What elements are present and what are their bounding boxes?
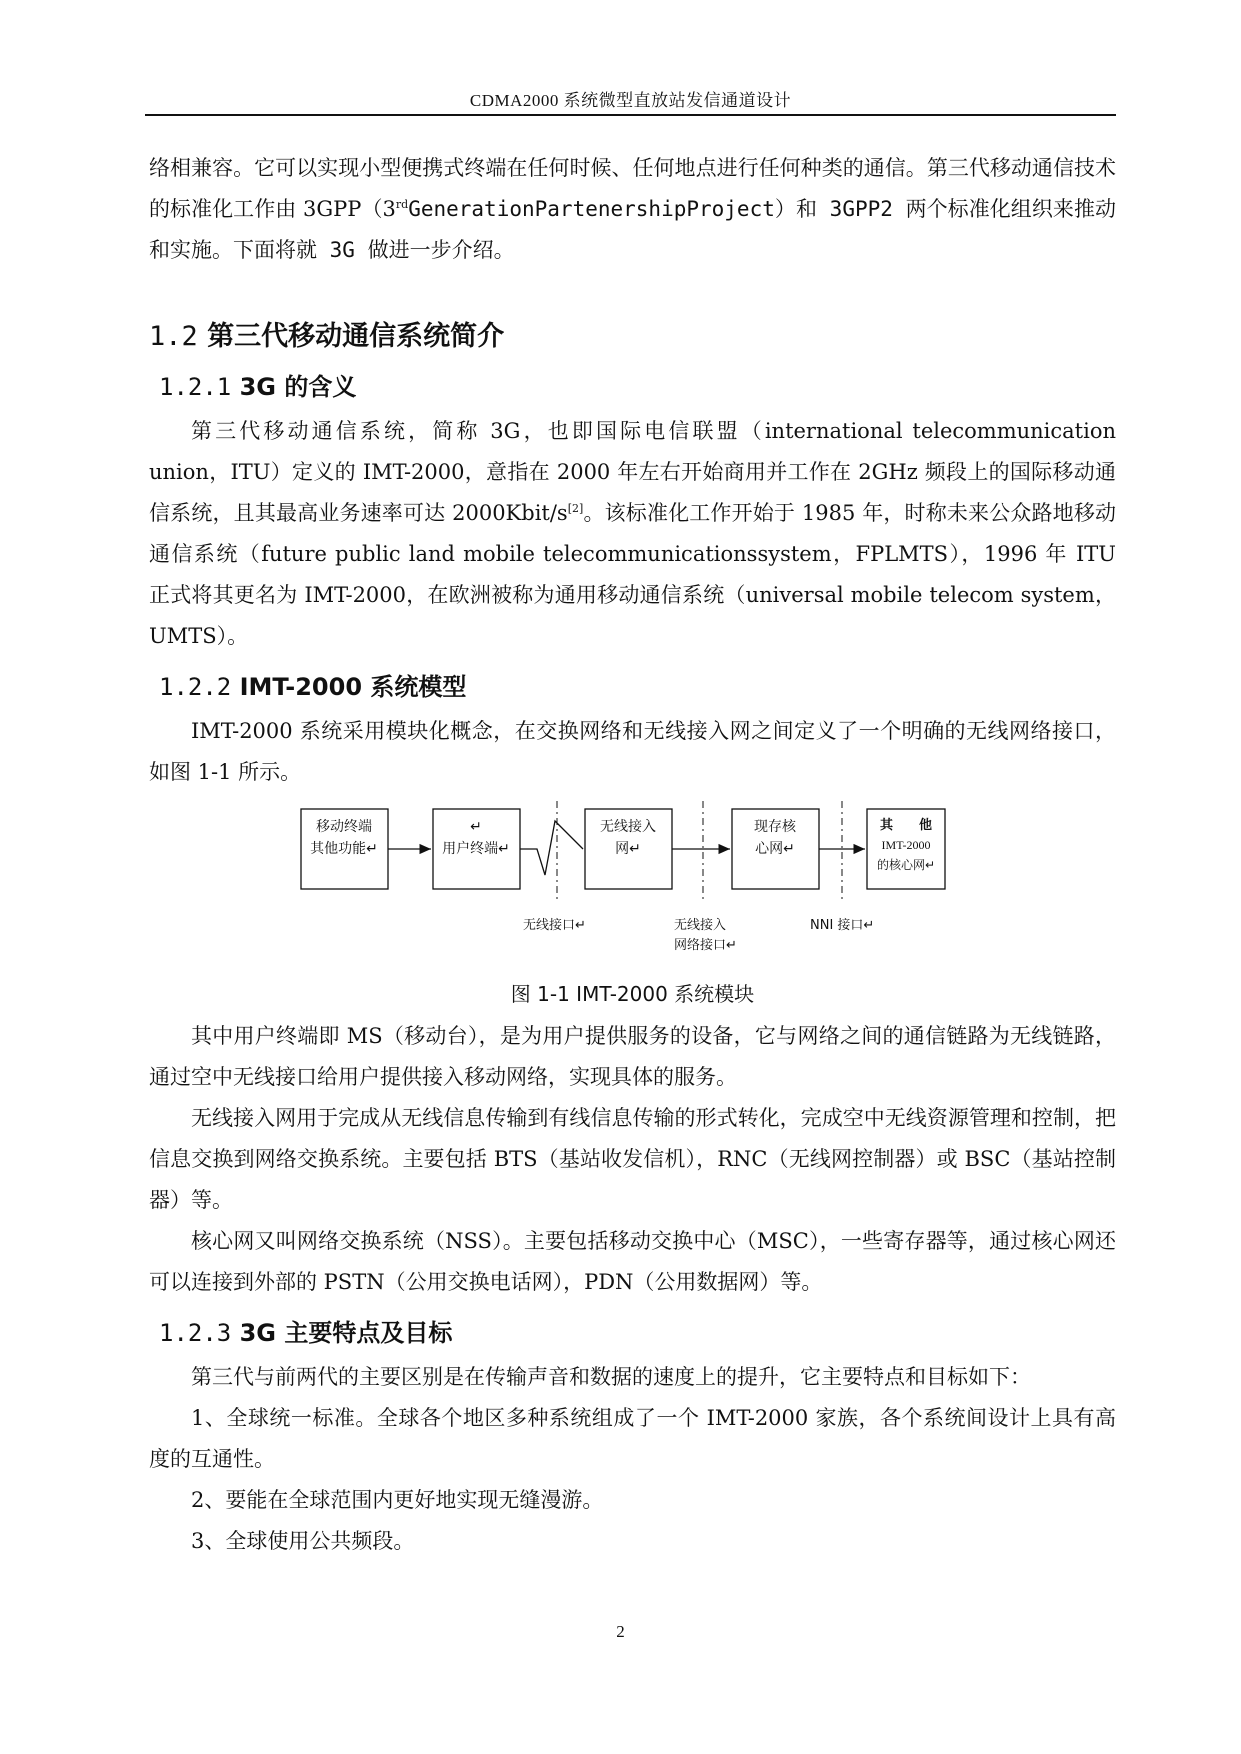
paragraph-radio-access: 无线接入网用于完成从无线信息传输到有线信息传输的形式转化，完成空中无线资源管理和控制，把信息交换到网络交换系统。主要包括 BTS（基站收发信机），RNC（无线网控制器）或 BSC（基站控制器）等。	[149, 1106, 1116, 1212]
interface-label: 网络接口↵	[674, 938, 737, 953]
figure-imt2000-modules	[149, 801, 1116, 976]
list-item: 1、全球统一标准。全球各个地区多种系统组成了一个 IMT-2000 家族，各个系统间设计上具有高度的互通性。	[149, 1406, 1116, 1471]
list-item: 3、全球使用公共频段。	[191, 1529, 415, 1553]
box-label: 无线接入	[600, 819, 656, 835]
box-label: 其 他	[879, 818, 933, 833]
intro-paragraph: 络相兼容。它可以实现小型便携式终端在任何时候、任何地点进行任何种类的通信。第三代移动通信技术的标准化工作由 3GPP（3rdGenerationPartenershipProject）和 3GPP2 两个标准化组织来推动和实施。下面将就 3G 做进一步介绍。	[149, 156, 1116, 262]
section-heading-1-2-3: 1.2.3 3G 主要特点及目标	[159, 1319, 453, 1347]
list-item: 2、要能在全球范围内更好地实现无缝漫游。	[191, 1488, 604, 1512]
page-content	[149, 148, 1116, 1562]
interface-label: 无线接入	[674, 918, 727, 933]
box-label: 网↵	[615, 841, 641, 857]
section-heading-1-2: 1.2 第三代移动通信系统简介	[149, 321, 505, 352]
box-label: 用户终端↵	[442, 841, 510, 857]
paragraph-user-terminal: 其中用户终端即 MS（移动台），是为用户提供服务的设备，它与网络之间的通信链路为无线链路，通过空中无线接口给用户提供接入移动网络，实现具体的服务。	[149, 1024, 1116, 1089]
interface-label: NNI 接口↵	[810, 918, 875, 933]
box-label: 现存核	[754, 819, 796, 835]
header-rule	[145, 114, 1116, 116]
paragraph-core-network: 核心网又叫网络交换系统（NSS）。主要包括移动交换中心（MSC），一些寄存器等，通过核心网还可以连接到外部的 PSTN（公用交换电话网），PDN（公用数据网）等。	[149, 1229, 1116, 1294]
citation: [2]	[567, 502, 584, 515]
section-heading-1-2-2: 1.2.2 IMT-2000 系统模型	[159, 673, 467, 701]
paragraph-3g-meaning: 第三代移动通信系统，简称 3G，也即国际电信联盟（international telecommunication union，ITU）定义的 IMT-2000，意指在 2000 年左右开始商用并工作在 2GHz 频段上的国际移动通信系统，且其最高业务速率可达 2000Kbit/s[2]。该标准化工作开始于 1985 年，时称未来公众路地移动通信系统（future public land mobile telecommunicationssystem，FPLMTS），1996 年 ITU 正式将其更名为 IMT-2000，在欧洲被称为通用移动通信系统（universal mobile telecom system，UMTS）。	[149, 419, 1116, 648]
superscript: rd	[395, 198, 409, 211]
page-number: 2	[616, 1622, 625, 1641]
box-label: 移动终端	[316, 819, 372, 835]
radio-link-zigzag	[520, 821, 583, 875]
box-label: ↵	[470, 819, 482, 835]
box-label: 其他功能↵	[310, 841, 378, 857]
block-diagram	[149, 801, 1116, 976]
paragraph-imt-model: IMT-2000 系统采用模块化概念，在交换网络和无线接入网之间定义了一个明确的无线网络接口，如图 1-1 所示。	[149, 719, 1116, 784]
box-label: IMT-2000	[881, 838, 931, 852]
box-label: 的核心网↵	[876, 858, 936, 872]
running-header: CDMA2000 系统微型直放站发信通道设计	[469, 91, 792, 110]
figure-caption: 图 1-1 IMT-2000 系统模块	[510, 982, 755, 1006]
paragraph-3g-features: 第三代与前两代的主要区别是在传输声音和数据的速度上的提升，它主要特点和目标如下：	[191, 1365, 1031, 1389]
section-heading-1-2-1: 1.2.1 3G 的含义	[159, 373, 357, 401]
box-label: 心网↵	[755, 841, 795, 857]
interface-label: 无线接口↵	[523, 918, 586, 933]
